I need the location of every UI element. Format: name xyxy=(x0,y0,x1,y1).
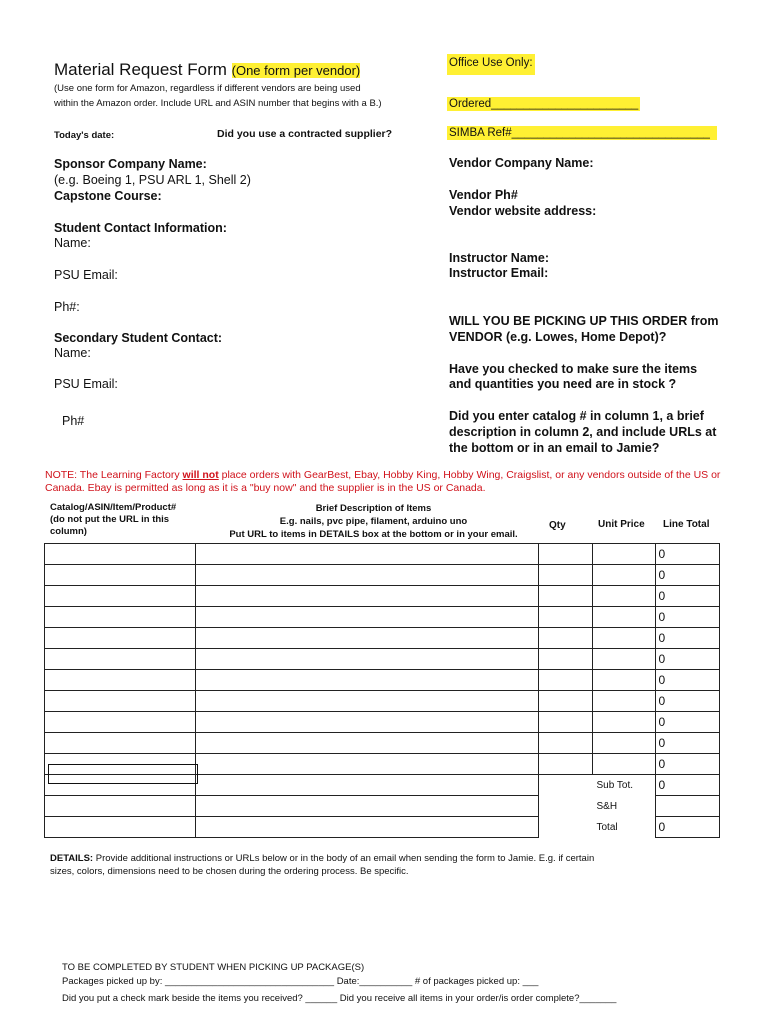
catalog-question-2: description in column 2, and include URLs at xyxy=(449,425,717,439)
description-cell[interactable] xyxy=(196,586,539,607)
item-row xyxy=(45,607,720,628)
secondary-contact-label: Secondary Student Contact: xyxy=(54,331,223,345)
qty-cell[interactable] xyxy=(539,544,593,565)
description-cell[interactable] xyxy=(196,796,539,817)
total-value: 0 xyxy=(655,817,719,838)
description-cell[interactable] xyxy=(196,607,539,628)
qty-cell[interactable] xyxy=(539,670,593,691)
vendor-phone-label: Vendor Ph# xyxy=(449,188,518,202)
line-total-cell: 0 xyxy=(655,544,719,565)
line-total-cell: 0 xyxy=(655,712,719,733)
catalog-cell[interactable] xyxy=(45,670,196,691)
instructor-email-label: Instructor Email: xyxy=(449,266,549,280)
description-cell[interactable] xyxy=(196,649,539,670)
line-total-cell: 0 xyxy=(655,649,719,670)
item-row xyxy=(45,712,720,733)
pickup-line-2: Did you put a check mark beside the items you received? ______ Did you receive all items in your order/is order complete?_______ xyxy=(62,993,617,1004)
student-name-label: Name: xyxy=(54,236,91,250)
unit-price-cell[interactable] xyxy=(593,691,656,712)
total-label: Total xyxy=(596,821,618,833)
qty-cell[interactable] xyxy=(539,712,593,733)
sponsor-label: Sponsor Company Name: xyxy=(54,157,207,171)
unit-price-cell[interactable] xyxy=(593,733,656,754)
form-title-text: Material Request Form xyxy=(54,60,227,79)
item-row xyxy=(45,565,720,586)
stock-question-2: and quantities you need are in stock ? xyxy=(449,377,677,391)
line-total-cell: 0 xyxy=(655,691,719,712)
catalog-cell[interactable] xyxy=(45,691,196,712)
subtotal-label: Sub Tot. xyxy=(596,779,634,791)
pickup-line-1: Packages picked up by: ________________________________ Date:__________ # of packages picked up: ___ xyxy=(62,976,539,987)
pickup-question-2: VENDOR (e.g. Lowes, Home Depot)? xyxy=(449,330,667,344)
description-cell[interactable] xyxy=(196,544,539,565)
line-total-cell: 0 xyxy=(655,733,719,754)
details-line-2: sizes, colors, dimensions need to be chosen during the ordering process. Be specific. xyxy=(50,866,409,877)
vendor-note-line-2: Canada. Ebay is permitted as long as it is a "buy now" and the supplier is in the US or Canada. xyxy=(45,482,486,494)
unit-price-cell[interactable] xyxy=(593,712,656,733)
ordered-field[interactable]: Ordered_______________________ xyxy=(449,98,639,110)
description-cell[interactable] xyxy=(196,775,539,796)
qty-column-header: Qty xyxy=(549,520,566,531)
title-note: (One form per vendor) xyxy=(231,63,361,78)
stock-question-1: Have you checked to make sure the items xyxy=(449,362,698,376)
line-total-cell: 0 xyxy=(655,565,719,586)
description-column-header: Brief Description of Items E.g. nails, pvc pipe, filament, arduino uno Put URL to items in DETAILS box at the bottom or in your email. xyxy=(229,503,518,540)
sh-label: S&H xyxy=(596,800,618,812)
unit-price-cell[interactable] xyxy=(593,670,656,691)
total-row xyxy=(45,817,720,838)
amazon-note-2: within the Amazon order. Include URL and ASIN number that begins with a B.) xyxy=(54,98,382,109)
unit-price-cell[interactable] xyxy=(593,565,656,586)
student-contact-label: Student Contact Information: xyxy=(54,221,227,235)
catalog-column-header: Catalog/ASIN/Item/Product# (do not put the URL in this column) xyxy=(50,502,177,537)
unit-price-cell[interactable] xyxy=(593,628,656,649)
contracted-supplier-label: Did you use a contracted supplier? xyxy=(217,128,393,140)
unit-price-cell[interactable] xyxy=(593,754,656,775)
will-not-emphasis: will not xyxy=(182,469,219,481)
catalog-cell[interactable] xyxy=(45,712,196,733)
line-total-column-header: Line Total xyxy=(663,519,710,530)
item-row xyxy=(45,670,720,691)
selected-catalog-cell[interactable] xyxy=(48,764,198,784)
details-label: DETAILS: xyxy=(50,853,94,864)
details-line-1: DETAILS: Provide additional instructions or URLs below or in the body of an email when sending the form to Jamie. E.g. if certain xyxy=(50,853,595,864)
secondary-name-label: Name: xyxy=(54,346,91,360)
item-table xyxy=(44,543,720,838)
unit-price-cell[interactable] xyxy=(593,607,656,628)
qty-cell[interactable] xyxy=(539,754,593,775)
catalog-cell[interactable] xyxy=(45,607,196,628)
item-row xyxy=(45,586,720,607)
description-cell[interactable] xyxy=(196,670,539,691)
description-cell[interactable] xyxy=(196,565,539,586)
qty-cell[interactable] xyxy=(539,628,593,649)
sh-value[interactable] xyxy=(655,796,719,817)
vendor-note-line-1: NOTE: The Learning Factory will not place orders with GearBest, Ebay, Hobby King, Hobby Wing, Craigslist, or any vendors outside of the US or xyxy=(45,469,721,481)
amazon-note-1: (Use one form for Amazon, regardless if different vendors are being used xyxy=(54,83,361,94)
description-cell[interactable] xyxy=(196,712,539,733)
qty-cell[interactable] xyxy=(539,691,593,712)
sh-row xyxy=(45,796,720,817)
line-total-cell: 0 xyxy=(655,670,719,691)
item-row xyxy=(45,691,720,712)
catalog-cell[interactable] xyxy=(45,565,196,586)
secondary-phone-label: Ph# xyxy=(62,414,85,428)
line-total-cell: 0 xyxy=(655,754,719,775)
qty-cell[interactable] xyxy=(539,649,593,670)
todays-date-label: Today's date: xyxy=(54,130,115,141)
student-email-label: PSU Email: xyxy=(54,268,118,282)
unit-price-cell[interactable] xyxy=(593,649,656,670)
catalog-cell[interactable] xyxy=(45,796,196,817)
sponsor-example: (e.g. Boeing 1, PSU ARL 1, Shell 2) xyxy=(54,173,251,187)
catalog-cell[interactable] xyxy=(45,628,196,649)
capstone-label: Capstone Course: xyxy=(54,189,162,203)
line-total-cell: 0 xyxy=(655,607,719,628)
line-total-cell: 0 xyxy=(655,628,719,649)
catalog-cell[interactable] xyxy=(45,733,196,754)
description-cell[interactable] xyxy=(196,754,539,775)
simba-ref-field[interactable]: SIMBA Ref#_______________________________ xyxy=(447,126,717,140)
catalog-cell[interactable] xyxy=(45,649,196,670)
form-title xyxy=(54,60,360,80)
catalog-question-1: Did you enter catalog # in column 1, a brief xyxy=(449,409,704,423)
secondary-email-label: PSU Email: xyxy=(54,377,118,391)
qty-cell[interactable] xyxy=(539,607,593,628)
description-cell[interactable] xyxy=(196,628,539,649)
description-cell[interactable] xyxy=(196,733,539,754)
office-use-only: Office Use Only: xyxy=(447,54,535,75)
unit-price-column-header: Unit Price xyxy=(598,519,645,530)
item-row xyxy=(45,649,720,670)
instructor-name-label: Instructor Name: xyxy=(449,251,550,265)
unit-price-cell[interactable] xyxy=(593,544,656,565)
item-row xyxy=(45,544,720,565)
item-row xyxy=(45,733,720,754)
pickup-question-1: WILL YOU BE PICKING UP THIS ORDER from xyxy=(449,314,719,328)
catalog-question-3: the bottom or in an email to Jamie? xyxy=(449,441,660,455)
student-phone-label: Ph#: xyxy=(54,300,80,314)
catalog-cell[interactable] xyxy=(45,544,196,565)
qty-cell[interactable] xyxy=(539,565,593,586)
item-row xyxy=(45,628,720,649)
description-cell[interactable] xyxy=(196,691,539,712)
vendor-website-label: Vendor website address: xyxy=(449,204,597,218)
description-cell[interactable] xyxy=(196,817,539,838)
vendor-name-label: Vendor Company Name: xyxy=(449,156,594,170)
catalog-cell[interactable] xyxy=(45,586,196,607)
catalog-cell[interactable] xyxy=(45,817,196,838)
qty-cell[interactable] xyxy=(539,733,593,754)
qty-cell[interactable] xyxy=(539,586,593,607)
unit-price-cell[interactable] xyxy=(593,586,656,607)
pickup-heading: TO BE COMPLETED BY STUDENT WHEN PICKING UP PACKAGE(S) xyxy=(62,962,365,973)
subtotal-value: 0 xyxy=(655,775,719,796)
line-total-cell: 0 xyxy=(655,586,719,607)
